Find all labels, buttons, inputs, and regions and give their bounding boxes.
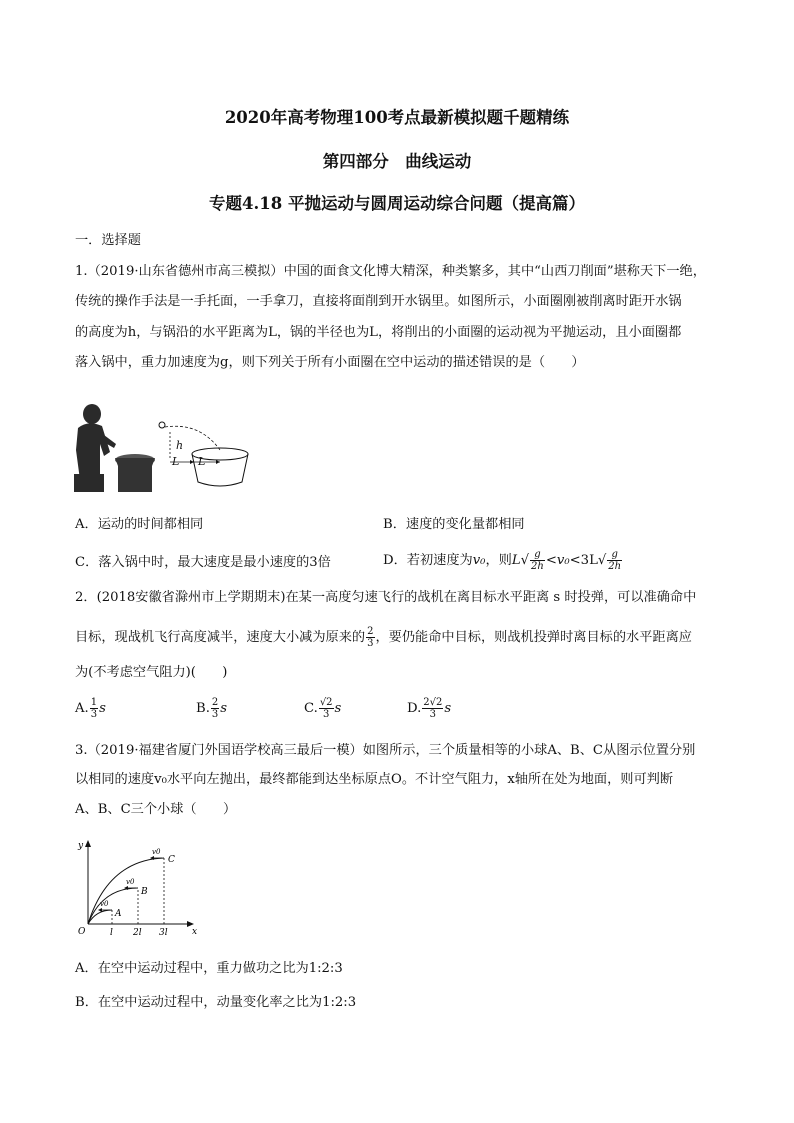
q2-d-s: s xyxy=(444,701,452,716)
q2-d-den: 3 xyxy=(429,709,437,720)
q2-line-1: 2．(2018安徽省滁州市上学期期末)在某一高度匀速飞行的战机在离目标水平距离 s 时投弹，可以准确命中 xyxy=(75,590,697,605)
q2-c-pre: C. xyxy=(304,701,318,716)
section-heading: 一．选择题 xyxy=(75,233,141,248)
q2-b-den: 3 xyxy=(211,709,219,720)
part-title: 第四部分 曲线运动 xyxy=(322,152,472,171)
tick-3l: 3l xyxy=(159,928,168,938)
label-x: x xyxy=(192,927,198,937)
label-C: C xyxy=(168,855,175,865)
q2-c-num: √2 xyxy=(319,697,333,708)
q2-c-frac xyxy=(319,697,334,720)
q2-line-3: 为(不考虑空气阻力)( ) xyxy=(75,665,228,680)
q2-line-2b: ，要仍能命中目标，则战机投弹时离目标的水平距离应 xyxy=(375,630,692,645)
q1-option-d-lt: < xyxy=(545,553,557,568)
fig1-label-h: h xyxy=(176,439,184,452)
q1-line-4: 落入锅中，重力加速度为g，则下列关于所有小面圈在空中运动的描述错误的是（ ） xyxy=(75,355,585,370)
q2-a-den: 3 xyxy=(90,709,98,720)
q1-line-3: 的高度为h，与锅沿的水平距离为L，锅的半径也为L，将削出的小面圈的运动视为平抛运动，且小面圈都 xyxy=(75,325,682,340)
tick-2l: 2l xyxy=(133,928,142,938)
q1-option-d-L: L xyxy=(511,553,521,568)
frac-num-g: g xyxy=(530,549,545,561)
v0-A: v0 xyxy=(100,900,109,908)
frac-den-2h-2: 2h xyxy=(608,561,622,572)
q2-d-frac xyxy=(422,697,443,720)
v0-B: v0 xyxy=(126,878,135,886)
q2-a-frac xyxy=(90,697,98,720)
q1-option-a[interactable]: A．运动的时间都相同 xyxy=(75,517,204,532)
q2-option-d[interactable] xyxy=(407,697,451,720)
q2-a-pre: A. xyxy=(75,701,89,716)
paper-title: 2020年高考物理100考点最新模拟题千题精练 xyxy=(224,108,570,127)
label-A: A xyxy=(115,909,122,919)
v0-C: v0 xyxy=(152,848,161,856)
q1-option-d-prefix: D．若初速度为 xyxy=(383,553,473,568)
q3-line-1: 3.（2019·福建省厦门外国语学校高三最后一模）如图所示，三个质量相等的小球A、B、C从图示位置分别 xyxy=(75,743,696,758)
sqrt-symbol: √ $\frac{g}{2h}$ xyxy=(520,549,544,572)
q1-line-2: 传统的操作手法是一手托面，一手拿刀，直接将面削到开水锅里。如图所示，小面圈刚被削离时距开水锅 xyxy=(75,294,682,309)
q2-fraction xyxy=(366,626,374,649)
q2-option-b[interactable] xyxy=(196,697,227,720)
q1-option-d[interactable] xyxy=(383,549,623,572)
q3-figure-coordinate xyxy=(72,838,202,938)
q2-a-num: 1 xyxy=(90,697,98,708)
label-origin: O xyxy=(78,927,86,937)
label-B: B xyxy=(141,887,148,897)
q2-d-pre: D. xyxy=(407,701,422,716)
frac-den-2h: 2h xyxy=(531,561,544,572)
q2-b-s: s xyxy=(220,701,228,716)
frac-num-g-2: g xyxy=(607,549,622,561)
q2-line-2a: 目标，现战机飞行高度减半，速度大小减为原来的 xyxy=(75,630,366,645)
label-y: y xyxy=(78,841,84,851)
q1-option-d-3L: <3L xyxy=(569,553,598,568)
fig1-label-L1: L xyxy=(172,455,180,468)
q2-frac-den: 3 xyxy=(367,638,374,649)
topic-title: 专题4.18 平抛运动与圆周运动综合问题（提高篇） xyxy=(209,194,585,213)
q2-a-s: s xyxy=(99,701,106,716)
q2-b-num: 2 xyxy=(211,697,219,708)
q3-option-b[interactable]: B．在空中运动过程中，动量变化率之比为1:2:3 xyxy=(75,995,357,1010)
q1-option-d-mid: ，则 xyxy=(485,553,512,568)
q1-figure-noodle-cutting xyxy=(70,400,250,498)
q1-option-d-v0-2: v₀ xyxy=(556,553,570,568)
q1-option-c[interactable]: C．落入锅中时，最大速度是最小速度的3倍 xyxy=(75,555,331,570)
q3-line-3: A、B、C三个小球（ ） xyxy=(75,802,237,817)
q2-b-frac xyxy=(211,697,219,720)
fig1-label-L2: L xyxy=(198,455,206,468)
q2-option-a[interactable] xyxy=(75,697,106,720)
q2-option-c[interactable] xyxy=(304,697,341,720)
trajectory-c xyxy=(88,858,164,924)
q3-option-a[interactable]: A．在空中运动过程中，重力做功之比为1:2:3 xyxy=(75,961,343,976)
q3-line-2: 以相同的速度v₀水平向左抛出，最终都能到达坐标原点O。不计空气阻力，x轴所在处为地面，则可判断 xyxy=(75,772,674,787)
q2-d-num: 2√2 xyxy=(423,697,443,708)
trajectory-b xyxy=(88,888,138,924)
q1-option-b[interactable]: B．速度的变化量都相同 xyxy=(383,517,525,532)
q1-line-1: 1.（2019·山东省德州市高三模拟）中国的面食文化博大精深，种类繁多，其中“山西刀削面”堪称天下一绝， xyxy=(75,264,706,279)
q2-c-den: 3 xyxy=(322,709,330,720)
sqrt-symbol-2: √ $\frac{g}{2h}$ xyxy=(597,549,622,572)
tick-l: l xyxy=(110,928,113,938)
q2-b-pre: B. xyxy=(196,701,210,716)
q2-line-2 xyxy=(75,626,692,649)
q2-frac-num: 2 xyxy=(367,626,374,637)
q2-c-s: s xyxy=(334,701,342,716)
q1-option-d-v0: v₀ xyxy=(472,553,486,568)
